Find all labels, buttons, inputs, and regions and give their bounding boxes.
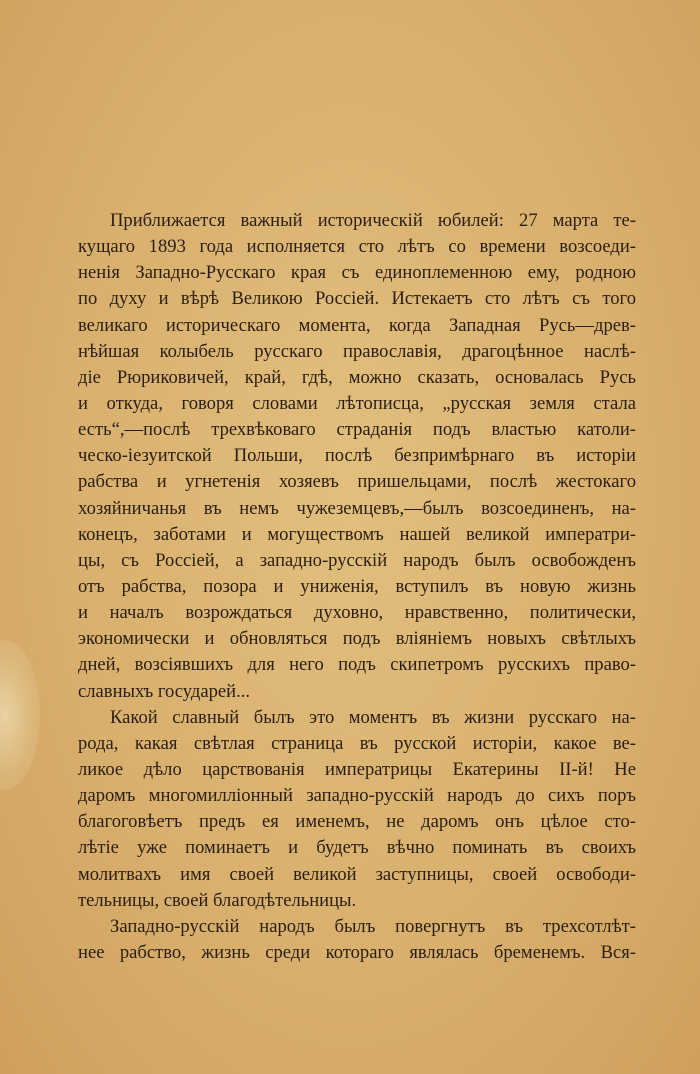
text-line: есть“,—послѣ трехвѣковаго страданія подъ властью католи- xyxy=(78,419,636,441)
paragraph-3 xyxy=(78,914,636,966)
text-line: лѣтіе уже поминаетъ и будетъ вѣчно поминать въ своихъ xyxy=(78,837,636,859)
text-line: Какой славный былъ это моментъ въ жизни русскаго на- xyxy=(110,706,636,728)
text-line: даромъ многомилліонный западно-русскій народъ до сихъ поръ xyxy=(78,785,636,807)
body-text xyxy=(78,208,636,966)
paragraph-1 xyxy=(78,208,636,705)
text-line: и началъ возрождаться духовно, нравственно, политически, xyxy=(78,602,636,624)
text-line: кущаго 1893 года исполняется сто лѣтъ со времени возсоеди- xyxy=(78,236,636,258)
text-line: нее рабство, жизнь среди котораго являлась бременемъ. Вся- xyxy=(78,941,636,963)
text-line: и откуда, говоря словами лѣтописца, „русская земля стала xyxy=(78,392,636,414)
text-line: нѣйшая колыбель русскаго православія, драгоцѣнное наслѣ- xyxy=(78,340,636,362)
text-line: ненія Западно-Русскаго края съ единоплеменною ему, родною xyxy=(78,262,636,284)
text-line: хозяйничанья въ немъ чужеземцевъ,—былъ возсоединенъ, на- xyxy=(78,497,636,519)
text-line: молитвахъ имя своей великой заступницы, своей освободи- xyxy=(78,863,636,885)
text-line: рода, какая свѣтлая страница въ русской исторіи, какое ве- xyxy=(78,732,636,754)
text-line: благоговѣетъ предъ ея именемъ, не даромъ онъ цѣлое сто- xyxy=(78,811,636,833)
text-line: рабства и угнетенія хозяевъ пришельцами, послѣ жестокаго xyxy=(78,471,636,493)
text-line: ческо-іезуитской Польши, послѣ безпримѣрнаго въ исторіи xyxy=(78,445,636,467)
text-line: тельницы, своей благодѣтельницы. xyxy=(78,889,357,911)
text-line: экономически и обновляться подъ вліяніемъ новыхъ свѣтлыхъ xyxy=(78,628,636,650)
text-line: ликое дѣло царствованія императрицы Екатерины II-й! Не xyxy=(78,758,636,780)
text-line: Западно-русскій народъ былъ повергнутъ въ трехсотлѣт- xyxy=(110,915,636,937)
text-line: конецъ, заботами и могуществомъ нашей великой императри- xyxy=(78,523,636,545)
text-line: великаго историческаго момента, когда Западная Русь—древ- xyxy=(78,314,636,336)
text-line: отъ рабства, позора и униженія, вступилъ въ новую жизнь xyxy=(78,575,636,597)
text-line: дней, возсіявшихъ для него подъ скипетромъ русскихъ право- xyxy=(78,654,636,676)
text-line: славныхъ государей... xyxy=(78,680,251,702)
text-line: по духу и вѣрѣ Великою Россіей. Истекаетъ сто лѣтъ съ того xyxy=(78,288,636,310)
paper-stain xyxy=(0,640,40,790)
paragraph-2 xyxy=(78,705,636,914)
text-line: діе Рюриковичей, край, гдѣ, можно сказать, основалась Русь xyxy=(78,366,636,388)
text-line: цы, съ Россіей, а западно-русскій народъ былъ освобожденъ xyxy=(78,549,636,571)
text-line: Приближается важный историческій юбилей: 27 марта те- xyxy=(110,210,636,231)
